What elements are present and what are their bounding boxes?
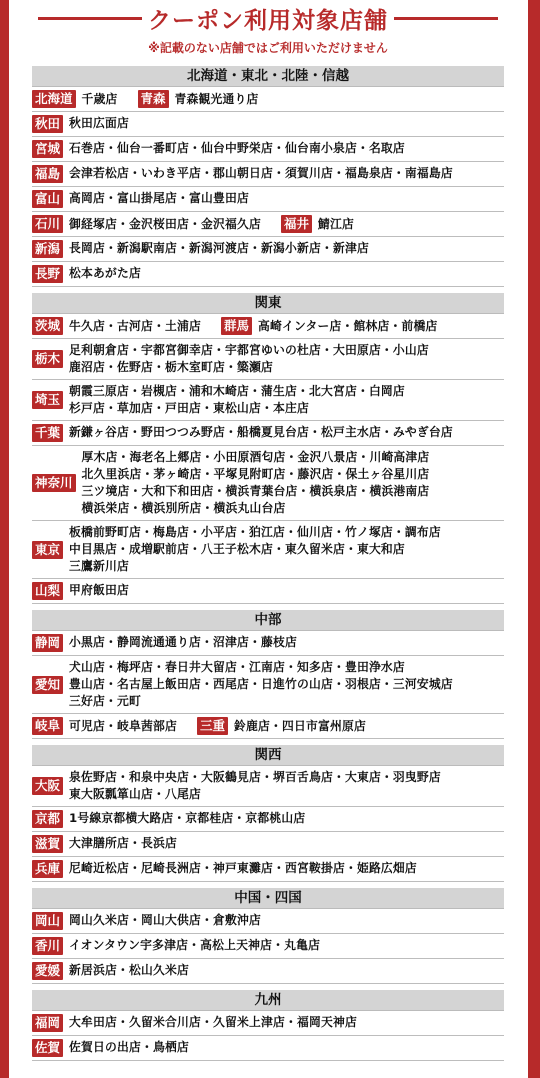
store-list	[69, 140, 504, 157]
prefecture-badge: 京都	[32, 810, 63, 828]
prefecture-row	[32, 262, 504, 287]
prefecture-badge: 栃木	[32, 350, 63, 368]
store-line: 三鷹新川店	[69, 559, 130, 573]
prefecture-row	[32, 579, 504, 604]
store-list	[69, 659, 504, 710]
store-line: 千歳店	[81, 91, 118, 106]
prefecture-badge: 静岡	[32, 634, 63, 652]
store-list	[69, 424, 504, 441]
store-line: 小黒店・静岡流通通り店・沼津店・藤枝店	[69, 635, 297, 649]
prefecture-row	[32, 521, 504, 579]
store-line: 御経塚店・金沢桜田店・金沢福久店	[69, 216, 261, 231]
store-list	[82, 91, 118, 108]
page-title: クーポン利用対象店舗	[148, 7, 388, 34]
prefecture-badge: 滋賀	[32, 835, 63, 853]
content	[32, 0, 504, 1061]
store-list	[69, 634, 504, 651]
prefecture-badge: 千葉	[32, 424, 63, 442]
prefecture-row	[32, 807, 504, 832]
prefecture-row	[32, 832, 504, 857]
prefecture-row	[32, 446, 504, 521]
prefecture-row	[32, 212, 504, 237]
store-list	[69, 1039, 504, 1056]
prefecture-badge: 岡山	[32, 912, 63, 930]
store-list	[69, 190, 504, 207]
prefecture-row	[32, 237, 504, 262]
prefecture-badge: 愛知	[32, 676, 63, 694]
region-heading: 中国・四国	[32, 888, 504, 909]
title-rule-right	[394, 17, 498, 20]
store-list	[69, 835, 504, 852]
store-line: 甲府飯田店	[69, 583, 130, 597]
prefecture-badge: 秋田	[32, 115, 63, 133]
store-line: 北久里浜店・茅ヶ崎店・平塚見附町店・藤沢店・保土ヶ谷星川店	[81, 467, 430, 481]
prefecture-badge: 愛媛	[32, 962, 63, 980]
store-line: 泉佐野店・和泉中央店・大阪鶴見店・堺百舌鳥店・大東店・羽曳野店	[69, 770, 441, 784]
store-list	[69, 115, 504, 132]
store-list	[69, 810, 504, 827]
prefecture-badge: 宮城	[32, 140, 63, 158]
store-line: 新鎌ヶ谷店・野田つつみ野店・船橋夏見台店・松戸主水店・みやぎ台店	[69, 425, 453, 439]
store-line: 朝霞三原店・岩槻店・浦和木崎店・蒲生店・北大宮店・白岡店	[69, 384, 405, 398]
store-line: 杉戸店・草加店・戸田店・東松山店・本庄店	[69, 401, 309, 415]
sections	[32, 66, 504, 1061]
prefecture-row	[32, 1036, 504, 1061]
store-list	[69, 912, 504, 929]
store-list	[69, 962, 504, 979]
prefecture-badge: 富山	[32, 190, 63, 208]
right-border	[528, 0, 540, 1078]
store-list	[69, 769, 504, 803]
prefecture-row	[32, 857, 504, 882]
store-list	[69, 718, 177, 735]
store-list	[69, 240, 504, 257]
prefecture-badge: 新潟	[32, 240, 63, 258]
store-list	[69, 216, 261, 233]
store-line: 鹿沼店・佐野店・栃木室町店・簗瀬店	[69, 360, 273, 374]
prefecture-badge: 福島	[32, 165, 63, 183]
region-section	[32, 888, 504, 984]
store-list	[69, 383, 504, 417]
store-line: 大牟田店・久留米合川店・久留米上津店・福岡天神店	[69, 1015, 357, 1029]
region-section	[32, 990, 504, 1061]
prefecture-row	[32, 766, 504, 807]
region-heading: 中部	[32, 610, 504, 631]
store-list	[69, 165, 504, 182]
store-line: 高崎インター店・館林店・前橋店	[258, 318, 438, 333]
prefecture-row	[32, 656, 504, 714]
store-list	[69, 582, 504, 599]
store-line: 可児店・岐阜茜部店	[69, 718, 177, 733]
region-section	[32, 745, 504, 882]
prefecture-badge: 茨城	[32, 317, 63, 335]
prefecture-row	[32, 959, 504, 984]
store-list	[82, 449, 504, 517]
prefecture-badge: 東京	[32, 541, 63, 559]
store-list	[175, 91, 259, 108]
store-line: 佐賀日の出店・鳥栖店	[69, 1040, 189, 1054]
prefecture-row	[32, 87, 504, 112]
prefecture-badge: 群馬	[221, 317, 252, 335]
title-rule-left	[38, 17, 142, 20]
prefecture-badge: 福岡	[32, 1014, 63, 1032]
prefecture-row	[32, 380, 504, 421]
store-line: 新居浜店・松山久米店	[69, 963, 189, 977]
store-line: 鈴鹿店・四日市富州原店	[234, 718, 366, 733]
prefecture-row	[32, 934, 504, 959]
prefecture-badge: 神奈川	[32, 474, 76, 492]
prefecture-row	[32, 162, 504, 187]
prefecture-row	[32, 187, 504, 212]
store-line: 大津膳所店・長浜店	[69, 836, 177, 850]
prefecture-badge: 青森	[138, 90, 169, 108]
prefecture-badge: 山梨	[32, 582, 63, 600]
store-line: 犬山店・梅坪店・春日井大留店・江南店・知多店・豊田浄水店	[69, 660, 405, 674]
left-border	[0, 0, 9, 1078]
prefecture-row	[32, 339, 504, 380]
prefecture-badge: 三重	[197, 717, 228, 735]
store-line: 板橋前野町店・梅島店・小平店・狛江店・仙川店・竹ノ塚店・調布店	[69, 525, 441, 539]
notice-text: ※記載のない店舗ではご利用いただけません	[148, 41, 388, 55]
store-line: 1号線京都横大路店・京都桂店・京都桃山店	[69, 811, 306, 825]
store-list	[69, 937, 504, 954]
store-list	[258, 318, 437, 335]
store-line: 長岡店・新潟駅南店・新潟河渡店・新潟小新店・新津店	[69, 241, 369, 255]
region-heading: 九州	[32, 990, 504, 1011]
store-list	[234, 718, 366, 735]
store-list	[69, 860, 504, 877]
prefecture-row	[32, 1011, 504, 1036]
prefecture-row	[32, 631, 504, 656]
store-line: 青森観光通り店	[174, 91, 259, 106]
store-line: 足利朝倉店・宇都宮御幸店・宇都宮ゆいの杜店・大田原店・小山店	[69, 343, 429, 357]
prefecture-badge: 埼玉	[32, 391, 63, 409]
prefecture-badge: 福井	[281, 215, 312, 233]
store-line: 三好店・元町	[69, 694, 141, 708]
region-heading: 関東	[32, 293, 504, 314]
store-line: 牛久店・古河店・土浦店	[69, 318, 201, 333]
prefecture-row	[32, 421, 504, 446]
store-line: 中目黒店・成増駅前店・八王子松木店・東久留米店・東大和店	[69, 542, 405, 556]
store-list	[69, 524, 504, 575]
region-heading: 関西	[32, 745, 504, 766]
store-list	[318, 216, 354, 233]
prefecture-row	[32, 137, 504, 162]
prefecture-badge: 岐阜	[32, 717, 63, 735]
title-row	[32, 0, 504, 36]
region-section	[32, 293, 504, 604]
store-line: 秋田広面店	[69, 116, 130, 130]
store-line: 厚木店・海老名上郷店・小田原酒匂店・金沢八景店・川崎高津店	[81, 450, 430, 464]
store-line: 高岡店・富山掛尾店・富山豊田店	[69, 191, 249, 205]
prefecture-badge: 大阪	[32, 777, 63, 795]
prefecture-row	[32, 112, 504, 137]
store-line: 尼崎近松店・尼崎長洲店・神戸東灘店・西宮鞍掛店・姫路広畑店	[69, 861, 417, 875]
region-section	[32, 66, 504, 287]
prefecture-badge: 香川	[32, 937, 63, 955]
prefecture-badge: 石川	[32, 215, 63, 233]
store-line: 石巻店・仙台一番町店・仙台中野栄店・仙台南小泉店・名取店	[69, 141, 405, 155]
prefecture-row	[32, 909, 504, 934]
store-line: 豊山店・名古屋上飯田店・西尾店・日進竹の山店・羽根店・三河安城店	[69, 677, 453, 691]
prefecture-badge: 長野	[32, 265, 63, 283]
store-list	[69, 1014, 504, 1031]
store-line: 松本あがた店	[69, 266, 141, 280]
store-line: イオンタウン宇多津店・高松上天神店・丸亀店	[69, 938, 321, 952]
store-line: 東大阪瓢箪山店・八尾店	[69, 787, 201, 801]
store-line: 岡山久米店・岡山大供店・倉敷沖店	[69, 913, 261, 927]
prefecture-badge: 佐賀	[32, 1039, 63, 1057]
store-line: 鯖江店	[317, 216, 354, 231]
prefecture-badge: 北海道	[32, 90, 76, 108]
store-line: 横浜栄店・横浜別所店・横浜丸山台店	[81, 501, 286, 515]
region-heading: 北海道・東北・北陸・信越	[32, 66, 504, 87]
prefecture-badge: 兵庫	[32, 860, 63, 878]
prefecture-row	[32, 314, 504, 339]
store-list	[69, 342, 504, 376]
store-line: 会津若松店・いわき平店・郡山朝日店・須賀川店・福島泉店・南福島店	[69, 166, 453, 180]
prefecture-row	[32, 714, 504, 739]
region-section	[32, 610, 504, 739]
store-line: 三ツ境店・大和下和田店・横浜青葉台店・横浜泉店・横浜港南店	[81, 484, 430, 498]
store-list	[69, 265, 504, 282]
store-list	[69, 318, 201, 335]
